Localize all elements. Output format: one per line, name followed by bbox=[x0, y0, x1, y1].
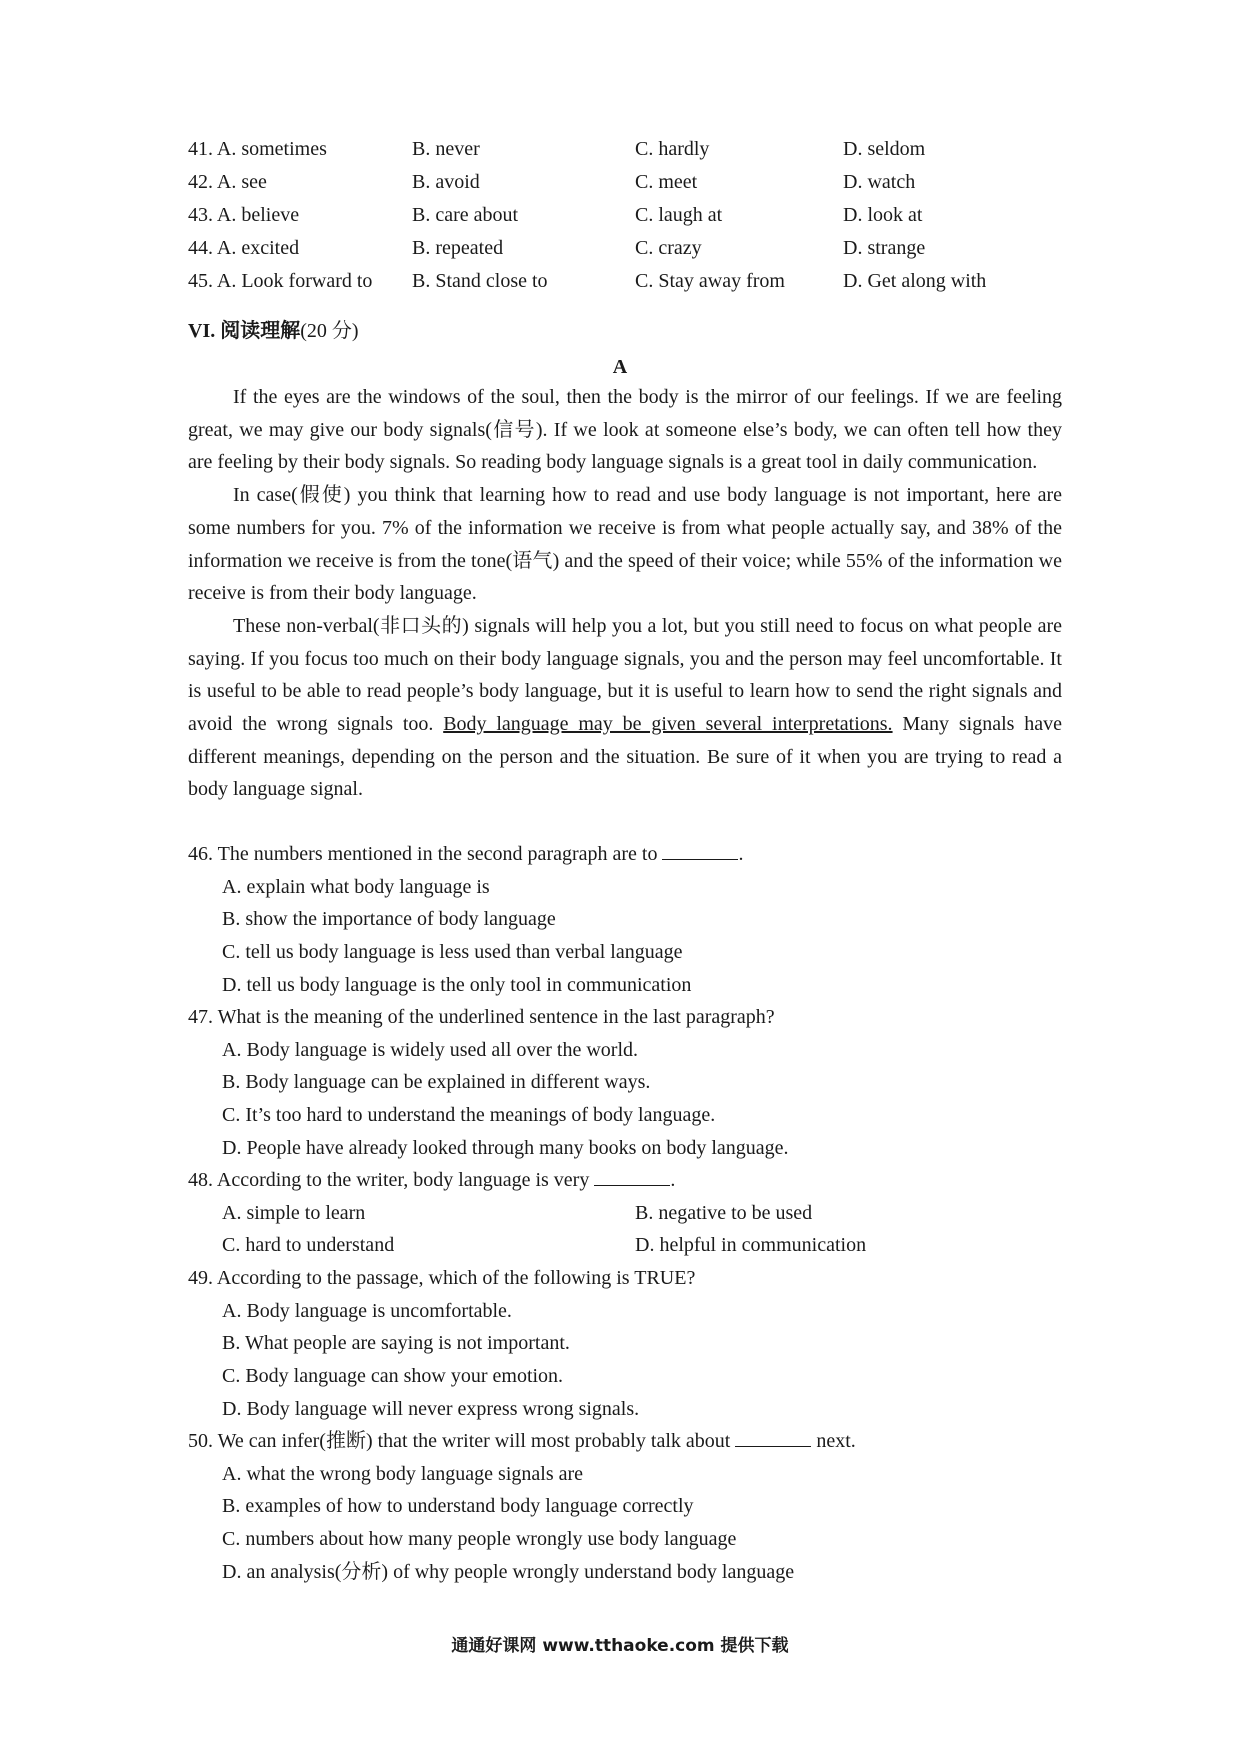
option-c: C. crazy bbox=[635, 237, 702, 259]
cloze-option-row bbox=[188, 166, 1088, 198]
option-d: D. strange bbox=[843, 237, 926, 259]
option-a: 42. A. see bbox=[188, 171, 267, 193]
stem-text: 48. According to the writer, body language is very bbox=[188, 1169, 590, 1191]
answer-blank bbox=[594, 1165, 670, 1186]
page-footer: 通通好课网 www.tthaoke.com 提供下载 bbox=[451, 1636, 789, 1656]
question-49 bbox=[188, 1262, 1062, 1426]
option-c: C. laugh at bbox=[635, 204, 723, 226]
choice-row bbox=[188, 1197, 1062, 1230]
section-heading bbox=[188, 316, 359, 346]
question-stem bbox=[188, 838, 1062, 871]
passage-paragraph-1: If the eyes are the windows of the soul, then the body is the mirror of our feelings. If we are feeling great, we may give our body signals(信号). If we look at someone else’s body, we can often tell how they are feeling by their body signals. So reading body language signals is a great tool in daily communication. bbox=[188, 386, 1062, 474]
choice-d: D. helpful in communication bbox=[635, 1234, 867, 1257]
question-48 bbox=[188, 1164, 1062, 1262]
choice-a: A. what the wrong body language signals are bbox=[222, 1462, 584, 1485]
choice-row bbox=[188, 1229, 1062, 1262]
option-d: D. seldom bbox=[843, 138, 926, 160]
answer-blank bbox=[662, 839, 738, 860]
choice-c: C. hard to understand bbox=[222, 1234, 395, 1257]
stem-end: next. bbox=[816, 1430, 856, 1452]
choice-d: D. People have already looked through many books on body language. bbox=[222, 1136, 789, 1159]
choice-c: C. Body language can show your emotion. bbox=[222, 1365, 564, 1388]
choice-c: C. numbers about how many people wrongly use body language bbox=[222, 1528, 737, 1551]
option-c: C. hardly bbox=[635, 138, 710, 160]
reading-passage bbox=[188, 381, 1062, 806]
choice-c: C. It’s too hard to understand the meanings of body language. bbox=[222, 1104, 716, 1127]
cloze-option-row bbox=[188, 199, 1088, 231]
choice-d: D. Body language will never express wrong signals. bbox=[222, 1397, 640, 1420]
option-b: B. Stand close to bbox=[412, 270, 548, 292]
option-c: C. meet bbox=[635, 171, 698, 193]
option-c: C. Stay away from bbox=[635, 270, 785, 292]
passage-title: A bbox=[612, 356, 628, 378]
answer-blank bbox=[735, 1426, 811, 1447]
choice-d: D. an analysis(分析) of why people wrongly understand body language bbox=[222, 1560, 795, 1583]
option-d: D. Get along with bbox=[843, 270, 987, 292]
section-title: VI. 阅读理解 bbox=[188, 320, 301, 342]
option-a: 45. A. Look forward to bbox=[188, 270, 373, 292]
question-47 bbox=[188, 1001, 1062, 1165]
option-b: B. avoid bbox=[412, 171, 480, 193]
option-d: D. look at bbox=[843, 204, 923, 226]
choice-b: B. negative to be used bbox=[635, 1201, 813, 1224]
paragraph-text: Many signals have different meanings, depending on the person and the situation. Be sure of it when you are trying to read a body language signal. bbox=[188, 713, 1062, 801]
cloze-option-row bbox=[188, 265, 1088, 297]
paragraph-text: These non-verbal(非口头的) signals will help you a lot, but you still need to focus on what people are saying. If you focus too much on their body language signals, you and the person may feel uncomfortable. It is useful to be able to read people’s body language, but it is useful to learn how to send the right signals and avoid the wrong signals too. bbox=[188, 614, 1062, 736]
choice-b: B. What people are saying is not important. bbox=[222, 1332, 570, 1355]
choice-b: B. show the importance of body language bbox=[222, 908, 556, 931]
option-b: B. care about bbox=[412, 204, 519, 226]
option-a: 43. A. believe bbox=[188, 204, 300, 226]
choice-b: B. examples of how to understand body language correctly bbox=[222, 1495, 694, 1518]
question-50 bbox=[188, 1425, 1062, 1589]
section-points: (20 分) bbox=[300, 320, 359, 342]
choice-c: C. tell us body language is less used than verbal language bbox=[222, 941, 683, 964]
choice-b: B. Body language can be explained in different ways. bbox=[222, 1071, 651, 1094]
stem-text: 46. The numbers mentioned in the second paragraph are to bbox=[188, 843, 658, 865]
choice-a: A. simple to learn bbox=[222, 1201, 366, 1224]
option-d: D. watch bbox=[843, 171, 916, 193]
question-stem bbox=[188, 1164, 1062, 1197]
option-a: 44. A. excited bbox=[188, 237, 300, 259]
stem-end: . bbox=[670, 1169, 676, 1191]
option-b: B. repeated bbox=[412, 237, 504, 259]
passage-paragraph-3 bbox=[188, 610, 1062, 806]
question-stem: 49. According to the passage, which of the following is TRUE? bbox=[188, 1267, 696, 1289]
choice-a: A. explain what body language is bbox=[222, 875, 490, 898]
question-46 bbox=[188, 838, 1062, 1002]
choice-d: D. tell us body language is the only tool in communication bbox=[222, 973, 692, 996]
stem-end: . bbox=[738, 843, 744, 865]
question-stem bbox=[188, 1425, 1062, 1458]
underlined-sentence: Body language may be given several interpretations. bbox=[443, 713, 893, 736]
passage-paragraph-2: In case(假使) you think that learning how to read and use body language is not important, here are some numbers for you. 7% of the information we receive is from what people actually say, and 38% of the information we receive is from the tone(语气) and the speed of their voice; while 55% of the information we receive is from their body language. bbox=[188, 484, 1062, 605]
option-b: B. never bbox=[412, 138, 480, 160]
option-a: 41. A. sometimes bbox=[188, 138, 327, 160]
cloze-option-row bbox=[188, 133, 1088, 165]
question-stem: 47. What is the meaning of the underlined sentence in the last paragraph? bbox=[188, 1006, 775, 1028]
stem-text: 50. We can infer(推断) that the writer will most probably talk about bbox=[188, 1430, 731, 1452]
cloze-option-row bbox=[188, 232, 1088, 264]
choice-a: A. Body language is uncomfortable. bbox=[222, 1299, 512, 1322]
choice-a: A. Body language is widely used all over the world. bbox=[222, 1038, 639, 1061]
